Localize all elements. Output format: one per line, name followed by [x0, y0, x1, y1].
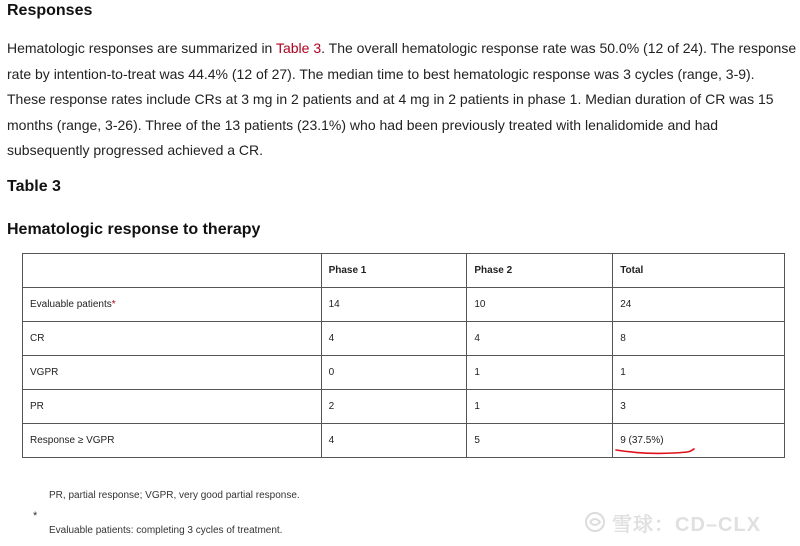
- watermark: [584, 509, 794, 535]
- table-header-row: [23, 254, 785, 288]
- cell-total: 1: [613, 356, 785, 390]
- cell-total: 3: [613, 390, 785, 424]
- footnote-evaluable: Evaluable patients: completing 3 cycles of treatment.: [49, 525, 283, 536]
- watermark-text: 雪球：CD–CLX: [612, 513, 762, 536]
- table-row: [23, 356, 785, 390]
- row-label: [23, 288, 322, 322]
- row-label-text: Evaluable patients: [30, 299, 112, 310]
- cell-total: 24: [613, 288, 785, 322]
- table-row: [23, 322, 785, 356]
- header-empty: [23, 254, 322, 288]
- cell-phase1: 4: [321, 424, 467, 458]
- header-phase1: Phase 1: [321, 254, 467, 288]
- cell-phase2: 5: [467, 424, 613, 458]
- cell-phase2: 4: [467, 322, 613, 356]
- table-3-link[interactable]: Table 3: [275, 40, 322, 56]
- header-phase2: Phase 2: [467, 254, 613, 288]
- footnote-abbreviations: PR, partial response; VGPR, very good partial response.: [49, 490, 300, 501]
- red-underline-annotation: [614, 446, 696, 456]
- row-label: PR: [23, 390, 322, 424]
- cell-phase2: 1: [467, 356, 613, 390]
- table-caption: Hematologic response to therapy: [7, 221, 261, 238]
- paragraph-text-2: . The overall hematologic response rate was 50.0% (12 of 24). The response rate by intention-to-treat was 44.4% (12 of 27). The median time to best hematologic response was 3 cycles (range, 3-9). These response rates include CRs at 3 mg in 2 patients and at 4 mg in 2 patients in phase 1. Median duration of CR was 15 months (range, 3-26). Three of the 13 patients (23.1%) who had been previously treated with lenalidomide and had subsequently progressed achieved a CR.: [7, 40, 797, 158]
- cell-phase1: 4: [321, 322, 467, 356]
- row-label: CR: [23, 322, 322, 356]
- header-total: Total: [613, 254, 785, 288]
- row-label: VGPR: [23, 356, 322, 390]
- cell-phase1: 2: [321, 390, 467, 424]
- cell-phase2: 10: [467, 288, 613, 322]
- footnote-star: *: [33, 510, 38, 522]
- cell-total: 8: [613, 322, 785, 356]
- row-label: Response ≥ VGPR: [23, 424, 322, 458]
- table-row: [23, 390, 785, 424]
- table-label: Table 3: [7, 178, 61, 195]
- cell-phase1: 0: [321, 356, 467, 390]
- results-paragraph: [7, 36, 797, 164]
- cell-phase1: 14: [321, 288, 467, 322]
- cell-total: 9 (37.5%): [613, 424, 785, 458]
- paragraph-text-1: Hematologic responses are summarized in: [7, 40, 276, 56]
- footnote-marker-link[interactable]: *: [111, 299, 116, 310]
- snowball-logo-icon: [584, 511, 606, 533]
- cell-phase2: 1: [467, 390, 613, 424]
- table-row: [23, 288, 785, 322]
- response-table: [22, 253, 785, 458]
- section-heading: Responses: [7, 2, 93, 19]
